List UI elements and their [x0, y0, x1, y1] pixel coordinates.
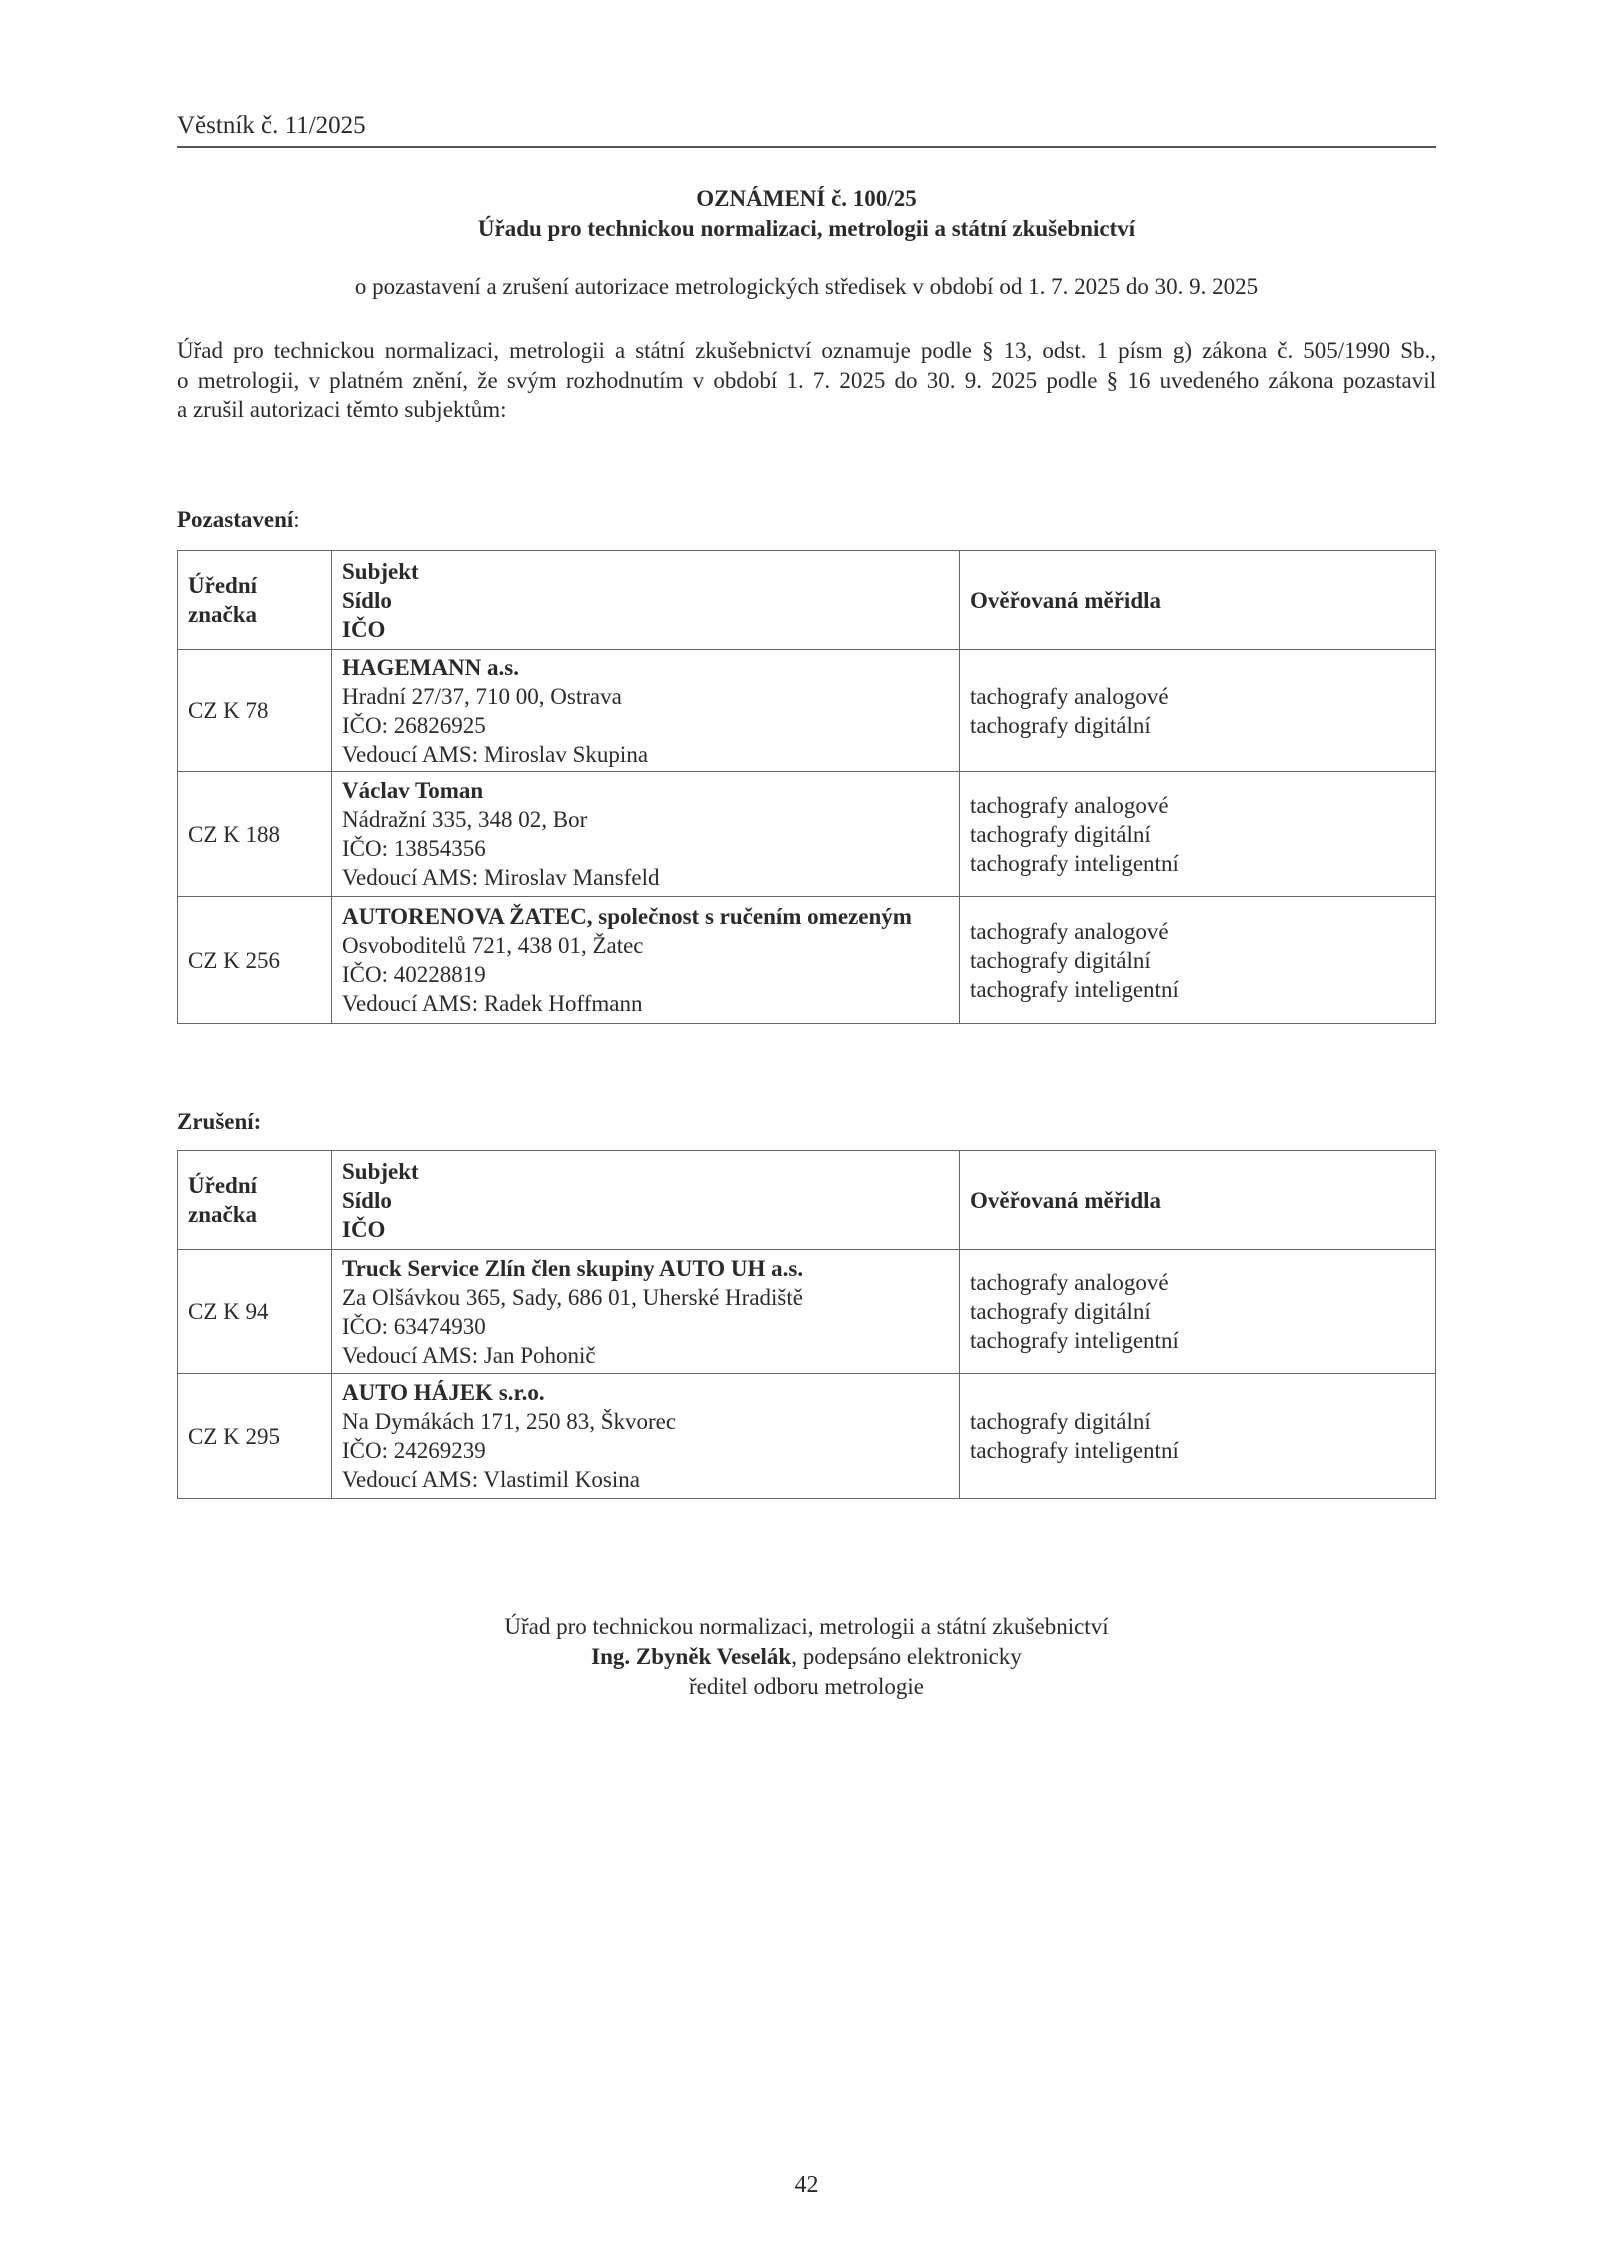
subject-name: AUTO HÁJEK s.r.o.: [342, 1380, 545, 1405]
instruments-cell: [960, 897, 1436, 1024]
instrument: tachografy analogové: [970, 683, 1169, 709]
subject-cell: [332, 1250, 960, 1374]
revocation-heading: Zrušení:: [177, 1109, 262, 1134]
subject-address: Za Olšávkou 365, Sady, 686 01, Uherské Hradiště: [342, 1284, 803, 1310]
subject-address: Nádražní 335, 348 02, Bor: [342, 807, 588, 832]
official-mark: CZ K 188: [178, 772, 332, 897]
instrument: tachografy inteligentní: [970, 850, 1179, 876]
col-header-subject: Subjekt Sídlo IČO: [332, 1151, 960, 1250]
table-row: [178, 650, 1436, 772]
instrument: tachografy inteligentní: [970, 976, 1179, 1002]
table-row: [178, 772, 1436, 897]
subject-head: Vedoucí AMS: Miroslav Mansfeld: [342, 865, 660, 890]
subject-cell: [332, 650, 960, 772]
col-header-subject: Subjekt Sídlo IČO: [332, 551, 960, 650]
notice-subtitle: Úřadu pro technickou normalizaci, metrologii a státní zkušebnictví: [477, 216, 1136, 241]
instrument: tachografy digitální: [970, 712, 1151, 738]
col-header-mark: Úřední značka: [178, 551, 332, 650]
subject-address: Osvoboditelů 721, 438 01, Žatec: [342, 933, 644, 958]
signed-note: , podepsáno elektronicky: [791, 1644, 1022, 1669]
subject-head: Vedoucí AMS: Jan Pohonič: [342, 1342, 596, 1368]
subject-name: HAGEMANN a.s.: [342, 654, 519, 680]
subject-cell: [332, 897, 960, 1024]
subject-ico: IČO: 24269239: [342, 1438, 486, 1463]
instrument: tachografy inteligentní: [970, 1328, 1179, 1353]
suspension-heading: Pozastavení:: [177, 507, 300, 532]
instrument: tachografy inteligentní: [970, 1438, 1179, 1463]
subject-name: Václav Toman: [342, 778, 484, 803]
signature-office: Úřad pro technickou normalizaci, metrologii a státní zkušebnictví: [504, 1614, 1109, 1639]
instruments-cell: [960, 772, 1436, 897]
subject-head: Vedoucí AMS: Vlastimil Kosina: [342, 1467, 640, 1492]
intro-paragraph: [177, 336, 1436, 425]
table-row: [178, 1250, 1436, 1374]
page-number: 42: [794, 2172, 819, 2198]
instrument: tachografy digitální: [970, 1299, 1151, 1324]
col-header-mark: Úřední značka: [178, 1151, 332, 1250]
signature-block: [177, 1612, 1436, 1702]
signature-line: [177, 1642, 1436, 1672]
signatory-role: ředitel odboru metrologie: [688, 1674, 925, 1699]
subject-ico: IČO: 13854356: [342, 836, 486, 861]
subject-ico: IČO: 26826925: [342, 712, 486, 738]
subject-head: Vedoucí AMS: Radek Hoffmann: [342, 991, 643, 1016]
table-row: [178, 1374, 1436, 1499]
subject-head: Vedoucí AMS: Miroslav Skupina: [342, 741, 649, 767]
col-header-instruments: Ověřovaná měřidla: [960, 1151, 1436, 1250]
subject-ico: IČO: 40228819: [342, 962, 486, 987]
signatory-name: Ing. Zbyněk Veselák: [591, 1644, 792, 1669]
subject-name: Truck Service Zlín člen skupiny AUTO UH a.s.: [342, 1255, 804, 1281]
notice-title: OZNÁMENÍ č. 100/25: [696, 186, 917, 211]
official-mark: CZ K 94: [178, 1250, 332, 1374]
instrument: tachografy analogové: [970, 1270, 1169, 1295]
col-header-instruments: Ověřovaná měřidla: [960, 551, 1436, 650]
subject-address: Hradní 27/37, 710 00, Ostrava: [342, 683, 622, 709]
instrument: tachografy digitální: [970, 947, 1151, 973]
subject-address: Na Dymákách 171, 250 83, Škvorec: [342, 1409, 677, 1434]
official-mark: CZ K 78: [178, 650, 332, 772]
instruments-cell: [960, 650, 1436, 772]
instruments-cell: [960, 1250, 1436, 1374]
intro-line: Úřad pro technickou normalizaci, metrologii a státní zkušebnictví oznamuje podle § 13, odst. 1 písm g) zákona č. 505/1990 Sb.,: [177, 338, 1436, 363]
table-row: [178, 897, 1436, 1024]
intro-line: a zrušil autorizaci těmto subjektům:: [177, 397, 507, 422]
official-mark: CZ K 295: [178, 1374, 332, 1499]
official-mark: CZ K 256: [178, 897, 332, 1024]
instrument: tachografy digitální: [970, 821, 1151, 847]
table-header-row: [178, 1151, 1436, 1250]
instrument: tachografy analogové: [970, 792, 1169, 818]
subject-cell: [332, 1374, 960, 1499]
suspension-table: [177, 550, 1436, 1024]
revocation-table: [177, 1150, 1436, 1499]
instrument: tachografy analogové: [970, 918, 1169, 944]
table-header-row: [178, 551, 1436, 650]
journal-header: Věstník č. 11/2025: [177, 112, 366, 139]
instruments-cell: [960, 1374, 1436, 1499]
subject-name: AUTORENOVA ŽATEC, společnost s ručením omezeným: [342, 904, 912, 929]
header-rule: [177, 146, 1436, 148]
subject-ico: IČO: 63474930: [342, 1313, 486, 1339]
notice-lead: o pozastavení a zrušení autorizace metrologických středisek v období od 1. 7. 2025 do 30. 9. 2025: [354, 274, 1259, 299]
subject-cell: [332, 772, 960, 897]
intro-line: o metrologii, v platném znění, že svým rozhodnutím v období 1. 7. 2025 do 30. 9. 2025 podle § 16 uvedeného zákona pozastavil: [177, 367, 1436, 393]
instrument: tachografy digitální: [970, 1409, 1151, 1434]
